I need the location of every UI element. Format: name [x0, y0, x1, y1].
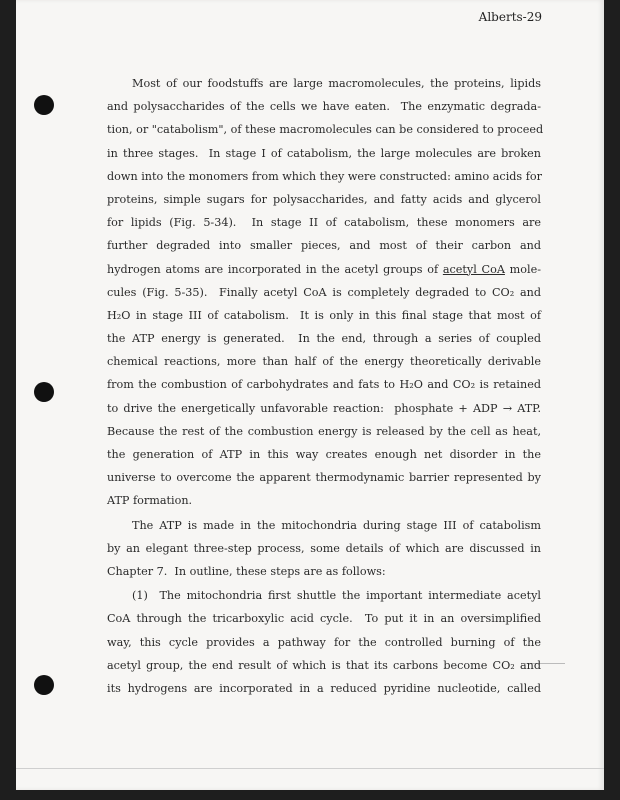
punch-hole-icon	[34, 382, 54, 402]
line-text: the ATP energy is generated. In the end, through a series of coupled	[107, 332, 541, 346]
text-line	[107, 562, 541, 585]
text-line	[107, 633, 541, 656]
line-text: further degraded into smaller pieces, and most of their carbon and	[107, 239, 541, 253]
line-text: to drive the energetically unfavorable reaction: phosphate + ADP → ATP.	[107, 401, 541, 415]
line-text: its hydrogens are incorporated in a reduced pyridine nucleotide, called	[107, 681, 541, 695]
line-text: cules (Fig. 5-35). Finally acetyl CoA is completely degraded to CO₂ and	[107, 285, 541, 299]
text-line	[107, 144, 541, 167]
underlined-term: acetyl CoA	[442, 262, 505, 276]
text-line	[107, 236, 541, 259]
text-line	[107, 516, 541, 539]
line-text: and polysaccharides of the cells we have eaten. The enzymatic degrada-	[107, 100, 541, 114]
line-text: for lipids (Fig. 5-34). In stage II of catabolism, these monomers are	[107, 216, 541, 230]
text-line	[107, 120, 544, 143]
line-text: universe to overcome the apparent thermodynamic barrier represented by	[107, 471, 541, 485]
paragraph	[107, 516, 541, 586]
paragraph	[107, 74, 544, 515]
document-body	[107, 74, 544, 702]
text-line	[107, 352, 541, 375]
punch-hole-icon	[34, 675, 54, 695]
line-text: Chapter 7. In outline, these steps are as follows:	[107, 564, 386, 578]
line-text: tion, or "catabolism", of these macromolecules can be considered to proceed	[107, 123, 544, 137]
line-text: the generation of ATP in this way creates enough net disorder in the	[107, 448, 541, 461]
line-text: acetyl group, the end result of which is that its carbons become CO₂ and	[107, 658, 541, 672]
line-text: way, this cycle provides a pathway for the controlled burning of the	[107, 635, 541, 649]
text-line	[107, 260, 541, 283]
line-text: (1) The mitochondria first shuttle the important intermediate acetyl	[132, 589, 541, 603]
line-text: H₂O in stage III of catabolism. It is only in this final stage that most of	[107, 308, 541, 322]
line-text: proteins, simple sugars for polysaccharides, and fatty acids and glycerol	[107, 192, 541, 206]
line-text: ATP formation.	[107, 494, 193, 508]
text-line	[107, 375, 541, 398]
text-line	[107, 422, 541, 445]
text-line	[107, 586, 541, 609]
text-line	[107, 609, 541, 632]
page-label: Alberts-29	[478, 10, 542, 24]
text-line	[107, 329, 541, 352]
page-edge-divider	[16, 768, 604, 769]
text-line	[107, 445, 541, 468]
text-line	[107, 306, 541, 329]
text-line	[107, 399, 541, 422]
text-line	[107, 491, 541, 514]
line-text: Most of our foodstuffs are large macromolecules, the proteins, lipids	[132, 77, 541, 90]
line-text: down into the monomers from which they were constructed: amino acids for	[107, 169, 542, 183]
text-line	[107, 656, 541, 679]
text-line	[107, 679, 541, 702]
line-text: mole-	[504, 262, 541, 276]
line-text: in three stages. In stage I of catabolism, the large molecules are broken	[107, 146, 541, 160]
text-line	[107, 190, 541, 213]
line-text: from the combustion of carbohydrates and fats to H₂O and CO₂ is retained	[107, 378, 541, 392]
text-line	[107, 167, 541, 190]
text-line	[107, 97, 541, 120]
text-line	[107, 468, 541, 491]
line-text: Because the rest of the combustion energy is released by the cell as heat,	[107, 424, 541, 438]
text-line	[107, 539, 541, 562]
text-line	[107, 74, 541, 97]
punch-hole-icon	[34, 95, 54, 115]
line-text: chemical reactions, more than half of the energy theoretically derivable	[107, 355, 541, 369]
text-line	[107, 213, 541, 236]
text-line	[107, 283, 541, 306]
line-text: by an elegant three-step process, some details of which are discussed in	[107, 541, 541, 555]
paragraph	[107, 586, 541, 702]
line-text: CoA through the tricarboxylic acid cycle. To put it in an oversimplified	[107, 612, 541, 626]
line-text: hydrogen atoms are incorporated in the acetyl groups of	[107, 262, 443, 276]
line-text: The ATP is made in the mitochondria during stage III of catabolism	[132, 518, 541, 532]
